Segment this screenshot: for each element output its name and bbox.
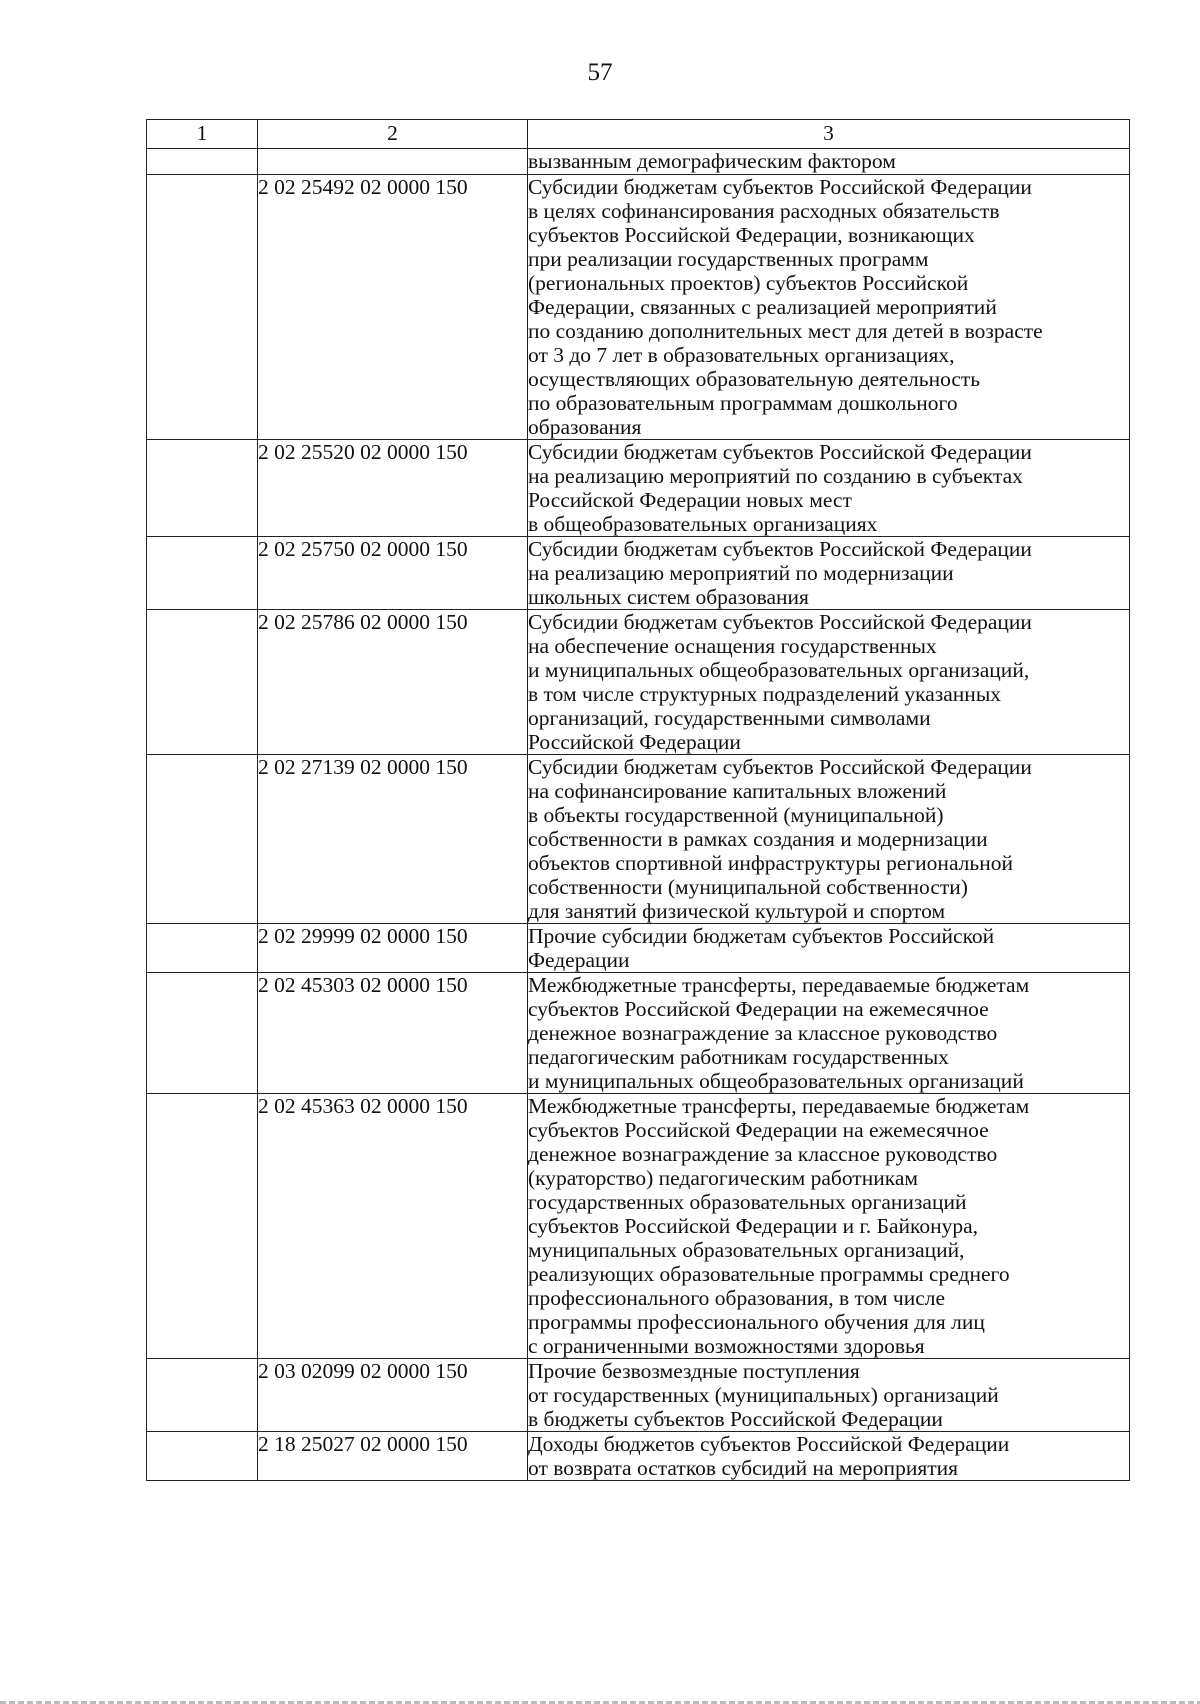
description-line: субъектов Российской Федерации и г. Байконура, (528, 1214, 979, 1238)
description-line: Субсидии бюджетам субъектов Российской Федерации (528, 175, 1032, 199)
description-line: с ограниченными возможностями здоровья (528, 1334, 925, 1358)
header-row (147, 120, 1130, 149)
description-line: в том числе структурных подразделений указанных (528, 682, 1002, 706)
budget-code-cell: 2 18 25027 02 0000 150 (258, 1432, 528, 1481)
header-col-1: 1 (147, 120, 258, 149)
description-line: реализующих образовательные программы среднего (528, 1262, 1010, 1286)
budget-code-cell: 2 02 45363 02 0000 150 (258, 1094, 528, 1359)
description-line: Прочие субсидии бюджетам субъектов Российской (528, 924, 995, 948)
description-line: Доходы бюджетов субъектов Российской Федерации (528, 1432, 1010, 1456)
description-line: на софинансирование капитальных вложений (528, 779, 947, 803)
description-line: субъектов Российской Федерации на ежемесячное (528, 997, 989, 1021)
table-row (147, 149, 1130, 175)
description-cell (528, 537, 1130, 610)
description-line: в целях софинансирования расходных обязательств (528, 199, 1000, 223)
row-number-cell (147, 973, 258, 1094)
description-line: (кураторство) педагогическим работникам (528, 1166, 918, 1190)
description-line: и муниципальных общеобразовательных организаций, (528, 658, 1030, 682)
description-line: в бюджеты субъектов Российской Федерации (528, 1407, 943, 1431)
description-line: и муниципальных общеобразовательных организаций (528, 1069, 1024, 1093)
description-line: денежное вознаграждение за классное руководство (528, 1021, 998, 1045)
description-line: субъектов Российской Федерации на ежемесячное (528, 1118, 989, 1142)
budget-code-cell: 2 02 25520 02 0000 150 (258, 440, 528, 537)
description-line: организаций, государственными символами (528, 706, 931, 730)
description-line: по созданию дополнительных мест для детей в возрасте (528, 319, 1043, 343)
description-line: школьных систем образования (528, 585, 809, 609)
budget-code-cell: 2 02 29999 02 0000 150 (258, 924, 528, 973)
description-cell (528, 1094, 1130, 1359)
table-row (147, 1094, 1130, 1359)
description-line: Субсидии бюджетам субъектов Российской Федерации (528, 440, 1032, 464)
row-number-cell (147, 1432, 258, 1481)
table-row (147, 175, 1130, 440)
description-line: на реализацию мероприятий по созданию в субъектах (528, 464, 1023, 488)
description-cell (528, 1432, 1130, 1481)
row-number-cell (147, 1359, 258, 1432)
description-line: программы профессионального обучения для лиц (528, 1310, 985, 1334)
description-cell (528, 175, 1130, 440)
description-cell (528, 924, 1130, 973)
description-line: Субсидии бюджетам субъектов Российской Федерации (528, 610, 1032, 634)
description-line: Прочие безвозмездные поступления (528, 1359, 860, 1383)
table-body (147, 149, 1130, 1481)
description-line: Межбюджетные трансферты, передаваемые бюджетам (528, 973, 1030, 997)
table-row (147, 610, 1130, 755)
description-line: собственности (муниципальной собственности) (528, 875, 968, 899)
header-col-3: 3 (528, 120, 1130, 149)
description-line: собственности в рамках создания и модернизации (528, 827, 988, 851)
table-row (147, 440, 1130, 537)
description-cell (528, 440, 1130, 537)
description-line: от государственных (муниципальных) организаций (528, 1383, 999, 1407)
row-number-cell (147, 149, 258, 175)
description-line: Субсидии бюджетам субъектов Российской Федерации (528, 755, 1032, 779)
description-line: государственных образовательных организаций (528, 1190, 967, 1214)
description-line: на реализацию мероприятий по модернизации (528, 561, 954, 585)
budget-code-cell: 2 02 27139 02 0000 150 (258, 755, 528, 924)
row-number-cell (147, 1094, 258, 1359)
revenue-codes-table (146, 119, 1130, 1481)
description-line: в объекты государственной (муниципальной) (528, 803, 944, 827)
table-row (147, 755, 1130, 924)
description-line: по образовательным программам дошкольного (528, 391, 958, 415)
description-line: от возврата остатков субсидий на мероприятия (528, 1456, 958, 1480)
table-header (147, 120, 1130, 149)
header-col-2: 2 (258, 120, 528, 149)
description-line: в общеобразовательных организациях (528, 512, 878, 536)
description-line: при реализации государственных программ (528, 247, 929, 271)
budget-code-cell: 2 02 45303 02 0000 150 (258, 973, 528, 1094)
description-line: субъектов Российской Федерации, возникающих (528, 223, 975, 247)
table-row (147, 973, 1130, 1094)
row-number-cell (147, 610, 258, 755)
description-line: Российской Федерации (528, 730, 741, 754)
description-cell (528, 973, 1130, 1094)
budget-code-cell: 2 02 25786 02 0000 150 (258, 610, 528, 755)
row-number-cell (147, 175, 258, 440)
description-line: образования (528, 415, 642, 439)
description-line: осуществляющих образовательную деятельность (528, 367, 981, 391)
description-line: Федерации, связанных с реализацией мероприятий (528, 295, 997, 319)
description-line: Федерации (528, 948, 630, 972)
description-line: вызванным демографическим фактором (528, 149, 896, 173)
description-line: объектов спортивной инфраструктуры региональной (528, 851, 1013, 875)
table-row (147, 1359, 1130, 1432)
page-number: 57 (587, 59, 613, 86)
row-number-cell (147, 537, 258, 610)
budget-code-cell: 2 03 02099 02 0000 150 (258, 1359, 528, 1432)
description-line: Субсидии бюджетам субъектов Российской Федерации (528, 537, 1032, 561)
description-cell (528, 149, 1130, 175)
table-row (147, 924, 1130, 973)
description-line: Межбюджетные трансферты, передаваемые бюджетам (528, 1094, 1030, 1118)
table-row (147, 1432, 1130, 1481)
description-line: денежное вознаграждение за классное руководство (528, 1142, 998, 1166)
table-row (147, 537, 1130, 610)
description-cell (528, 1359, 1130, 1432)
description-line: (региональных проектов) субъектов Российской (528, 271, 969, 295)
row-number-cell (147, 440, 258, 537)
description-cell (528, 610, 1130, 755)
row-number-cell (147, 924, 258, 973)
description-line: муниципальных образовательных организаций, (528, 1238, 965, 1262)
description-line: для занятий физической культурой и спортом (528, 899, 946, 923)
description-cell (528, 755, 1130, 924)
description-line: на обеспечение оснащения государственных (528, 634, 937, 658)
description-line: профессионального образования, в том числе (528, 1286, 946, 1310)
description-line: Российской Федерации новых мест (528, 488, 852, 512)
budget-code-cell: 2 02 25750 02 0000 150 (258, 537, 528, 610)
description-line: педагогическим работникам государственных (528, 1045, 949, 1069)
row-number-cell (147, 755, 258, 924)
description-line: от 3 до 7 лет в образовательных организациях, (528, 343, 955, 367)
budget-code-cell: 2 02 25492 02 0000 150 (258, 175, 528, 440)
budget-code-cell (258, 149, 528, 175)
